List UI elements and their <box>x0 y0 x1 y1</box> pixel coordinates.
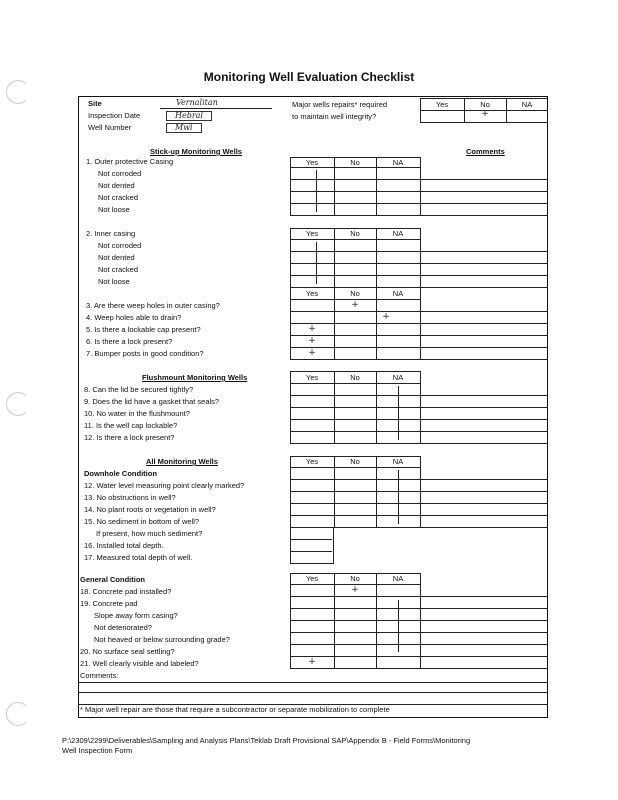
q17-measured-depth: 17. Measured total depth of well. <box>84 553 193 562</box>
q2-inner-casing: 2. Inner casing <box>86 229 136 238</box>
q1-yes-header: Yes <box>305 158 319 167</box>
repair-question-line2: to maintain well integrity? <box>292 112 377 121</box>
q2-item: Not cracked <box>98 265 139 274</box>
q4-weep-drain: 4. Weep holes able to drain? <box>86 313 182 322</box>
q2-yes-header: Yes <box>305 229 319 238</box>
repair-na-header: NA <box>521 100 533 109</box>
depth-entry-boxes <box>290 527 334 564</box>
q14-no-roots: 14. No plant roots or vegetation in well? <box>84 505 216 514</box>
q11-cap-lockable: 11. Is the well cap lockable? <box>84 421 178 430</box>
q9-lid-gasket: 9. Does the lid have a gasket that seals? <box>84 397 220 406</box>
q2-item: Not dented <box>98 253 135 262</box>
q18-no-checkmark: + <box>351 585 359 595</box>
q19-item: Slope away form casing? <box>94 611 178 620</box>
flush-na-line-mark <box>398 386 399 440</box>
q6-yes-checkmark: + <box>308 336 316 346</box>
q2-item: Not loose <box>98 277 130 286</box>
q3-weep-holes: 3. Are there weep holes in outer casing? <box>86 301 220 310</box>
repair-question-line1: Major wells repairs* required <box>292 100 388 109</box>
flush-na-header: NA <box>392 373 404 382</box>
q1-item: Not corroded <box>98 169 142 178</box>
downhole-no-header: No <box>350 457 360 466</box>
q1-item: Not dented <box>98 181 135 190</box>
site-underline <box>160 108 272 109</box>
q15-no-sediment: 15. No sediment in bottom of well? <box>84 517 200 526</box>
q18-pad-installed: 18. Concrete pad installed? <box>80 587 172 596</box>
site-value: Vernalitan <box>176 98 218 107</box>
flushmount-heading: Flushmount Monitoring Wells <box>142 373 248 382</box>
q7-bumper-posts: 7. Bumper posts in good condition? <box>86 349 204 358</box>
q12-lock-present: 12. Is there a lock present? <box>84 433 175 442</box>
q13-no-obstructions: 13. No obstructions in well? <box>84 493 176 502</box>
flush-yes-header: Yes <box>305 373 319 382</box>
q16-installed-depth: 16. Installed total depth. <box>84 541 164 550</box>
q10-no-water: 10. No water in the flushmount? <box>84 409 190 418</box>
q1-no-header: No <box>350 158 360 167</box>
q5-yes-checkmark: + <box>308 324 316 334</box>
comments-heading: Comments <box>466 147 505 156</box>
q12-water-level-marked: 12. Water level measuring point clearly marked? <box>84 481 245 490</box>
binder-hole-bottom <box>6 702 30 726</box>
site-label: Site <box>88 99 102 108</box>
q21-yes-checkmark: + <box>308 657 316 667</box>
general-condition: General Condition <box>80 575 146 584</box>
general-na-header: NA <box>392 574 404 583</box>
all-wells-heading: All Monitoring Wells <box>146 457 218 466</box>
repair-yes-header: Yes <box>435 100 449 109</box>
flush-no-header: No <box>350 373 360 382</box>
general-no-header: No <box>350 574 360 583</box>
stickup-heading: Stick-up Monitoring Wells <box>150 147 242 156</box>
well-number-label: Well Number <box>88 123 132 132</box>
q3-no-header: No <box>350 289 360 298</box>
general-na-line-mark <box>398 600 399 652</box>
q7-yes-checkmark: + <box>308 348 316 358</box>
downhole-na-line-mark <box>398 470 399 524</box>
q21-visible-labeled: 21. Well clearly visible and labeled? <box>80 659 199 668</box>
q19-item: Not deteriorated? <box>94 623 152 632</box>
downhole-condition: Downhole Condition <box>84 469 157 478</box>
q4-na-checkmark: + <box>382 312 390 322</box>
comments-label: Comments: <box>80 671 119 680</box>
q1-yes-line-mark <box>316 170 317 212</box>
q2-yes-line-mark <box>316 242 317 284</box>
q3-na-header: NA <box>392 289 404 298</box>
footnote: * Major well repair are those that require a subcontractor or separate mobilization to complete <box>80 705 390 714</box>
file-path-line1: P:\2309\2299\Deliverables\Sampling and Analysis Plans\Teklab Draft Provisional SAP\Appendix B - Field Forms\Monitoring <box>62 736 471 745</box>
downhole-yes-header: Yes <box>305 457 319 466</box>
repair-no-header: No <box>480 100 490 109</box>
q1-na-header: NA <box>392 158 404 167</box>
inspection-date-label: Inspection Date <box>88 111 141 120</box>
inspection-date-value: Hebral <box>166 111 212 121</box>
file-path-line2: Well Inspection Form <box>62 746 133 755</box>
q15b-sediment-amount: If present, how much sediment? <box>96 529 203 538</box>
general-yes-header: Yes <box>305 574 319 583</box>
q19-concrete-pad: 19. Concrete pad <box>80 599 138 608</box>
repair-no-checkmark: + <box>481 109 489 119</box>
binder-hole-middle <box>6 392 30 416</box>
q19-item: Not heaved or below surrounding grade? <box>94 635 230 644</box>
q2-no-header: No <box>350 229 360 238</box>
q1-outer-casing: 1. Outer protective Casing <box>86 157 174 166</box>
q1-item: Not cracked <box>98 193 139 202</box>
q6-lock-present: 6. Is there a lock present? <box>86 337 173 346</box>
q2-na-header: NA <box>392 229 404 238</box>
q3-yes-header: Yes <box>305 289 319 298</box>
q2-item: Not corroded <box>98 241 142 250</box>
page-title: Monitoring Well Evaluation Checklist <box>203 70 415 84</box>
q5-lockable-cap: 5. Is there a lockable cap present? <box>86 325 201 334</box>
downhole-na-header: NA <box>392 457 404 466</box>
q1-item: Not loose <box>98 205 130 214</box>
q8-lid-secured: 8. Can the lid be secured tightly? <box>84 385 194 394</box>
well-number-value: Mwi <box>166 123 202 133</box>
q3-no-checkmark: + <box>351 300 359 310</box>
q20-seal-settling: 20. No surface seal settling? <box>80 647 175 656</box>
